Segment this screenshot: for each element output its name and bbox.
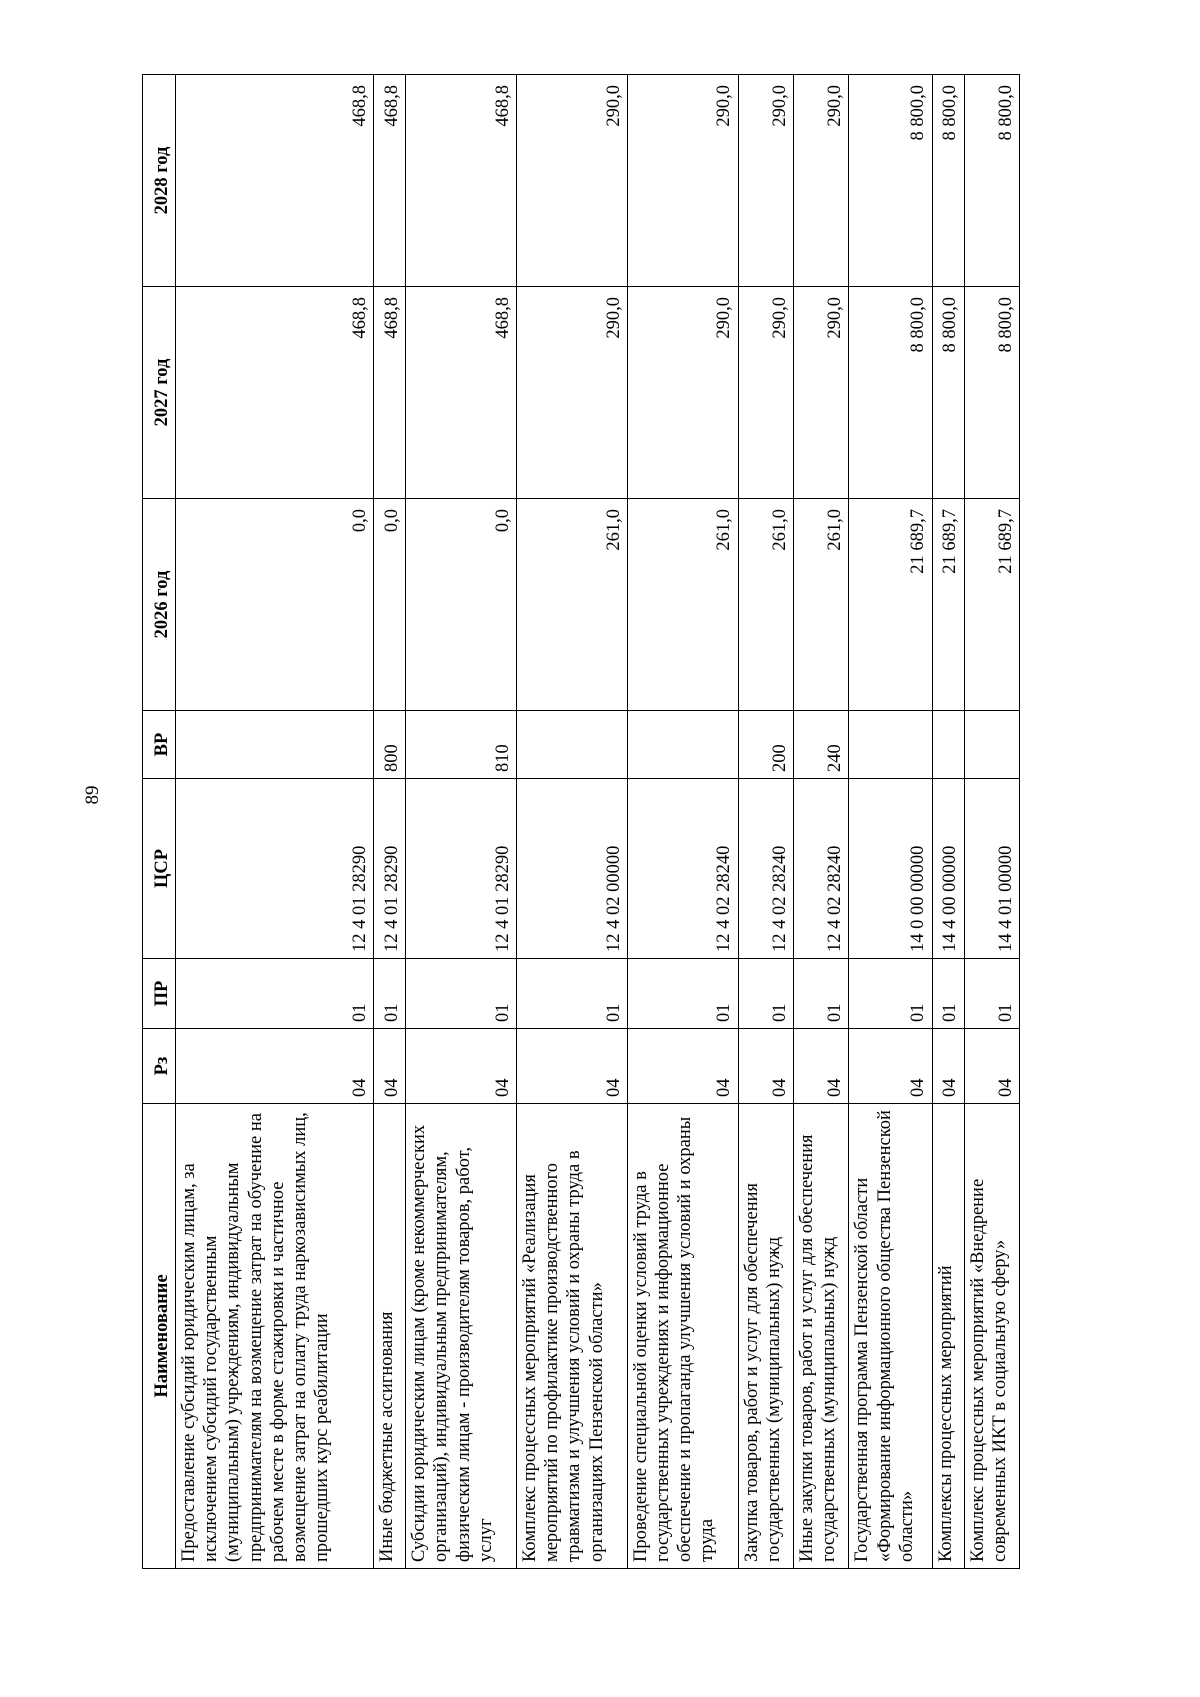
- row-2027: 290,0: [738, 287, 793, 499]
- table-row: [176, 75, 374, 1569]
- row-2026: 261,0: [517, 499, 628, 711]
- row-csr: 14 4 01 00000: [964, 779, 1019, 959]
- row-rz: 04: [406, 1029, 517, 1104]
- row-vr: [517, 711, 628, 779]
- header-rz: Рз: [143, 1029, 176, 1104]
- row-pr: 01: [406, 959, 517, 1029]
- row-2028: 468,8: [176, 75, 374, 287]
- row-vr: [627, 711, 738, 779]
- row-2027: 290,0: [627, 287, 738, 499]
- header-name: Наименование: [143, 1104, 176, 1569]
- row-name: Предоставление субсидий юридическим лицам, за исключением субсидий государственным (муниципальным) учреждениям, индивидуальным предпринимателям на возмещение затрат на обучение на рабочем месте в форме стажировки и частичное возмещение затрат на оплату труда наркозависимых лиц, прошедших курс реабилитации: [176, 1104, 374, 1569]
- row-pr: 01: [176, 959, 374, 1029]
- row-csr: 12 4 02 28240: [794, 779, 849, 959]
- row-2028: 468,8: [374, 75, 406, 287]
- page-number: 89: [82, 785, 103, 805]
- row-pr: 01: [517, 959, 628, 1029]
- row-2026: 0,0: [406, 499, 517, 711]
- row-name: Комплексы процессных мероприятий: [932, 1104, 964, 1569]
- row-csr: 12 4 01 28290: [176, 779, 374, 959]
- row-2028: 290,0: [517, 75, 628, 287]
- row-rz: 04: [627, 1029, 738, 1104]
- rotated-table-container: [142, 75, 1020, 1569]
- row-2028: 8 800,0: [932, 75, 964, 287]
- row-pr: 01: [849, 959, 932, 1029]
- row-name: Государственная программа Пензенской области «Формирование информационного общества Пензенской области»: [849, 1104, 932, 1569]
- row-pr: 01: [738, 959, 793, 1029]
- row-2026: 21 689,7: [964, 499, 1019, 711]
- row-csr: 12 4 02 28240: [627, 779, 738, 959]
- table-header-row: [143, 75, 176, 1569]
- header-csr: ЦСР: [143, 779, 176, 959]
- row-csr: 14 4 00 00000: [932, 779, 964, 959]
- row-2026: 261,0: [627, 499, 738, 711]
- row-pr: 01: [627, 959, 738, 1029]
- table-row: [374, 75, 406, 1569]
- row-2027: 290,0: [794, 287, 849, 499]
- row-2027: 8 800,0: [964, 287, 1019, 499]
- row-csr: 12 4 02 28240: [738, 779, 793, 959]
- row-2027: 8 800,0: [932, 287, 964, 499]
- row-vr: 810: [406, 711, 517, 779]
- row-pr: 01: [794, 959, 849, 1029]
- row-pr: 01: [964, 959, 1019, 1029]
- row-2028: 8 800,0: [964, 75, 1019, 287]
- header-2027: 2027 год: [143, 287, 176, 499]
- table-row: [517, 75, 628, 1569]
- row-2026: 0,0: [374, 499, 406, 711]
- row-name: Закупка товаров, работ и услуг для обеспечения государственных (муниципальных) нужд: [738, 1104, 793, 1569]
- row-rz: 04: [932, 1029, 964, 1104]
- row-rz: 04: [176, 1029, 374, 1104]
- row-csr: 12 4 02 00000: [517, 779, 628, 959]
- row-csr: 12 4 01 28290: [406, 779, 517, 959]
- row-2026: 0,0: [176, 499, 374, 711]
- row-2028: 290,0: [738, 75, 793, 287]
- row-rz: 04: [738, 1029, 793, 1104]
- table-row: [932, 75, 964, 1569]
- row-2028: 290,0: [627, 75, 738, 287]
- row-2027: 290,0: [517, 287, 628, 499]
- row-csr: 14 0 00 00000: [849, 779, 932, 959]
- row-rz: 04: [849, 1029, 932, 1104]
- row-2026: 21 689,7: [849, 499, 932, 711]
- row-vr: [176, 711, 374, 779]
- row-2026: 261,0: [794, 499, 849, 711]
- row-2027: 8 800,0: [849, 287, 932, 499]
- row-pr: 01: [932, 959, 964, 1029]
- row-name: Комплекс процессных мероприятий «Внедрение современных ИКТ в социальную сферу»: [964, 1104, 1019, 1569]
- row-pr: 01: [374, 959, 406, 1029]
- row-2027: 468,8: [374, 287, 406, 499]
- row-2028: 468,8: [406, 75, 517, 287]
- table-row: [406, 75, 517, 1569]
- row-rz: 04: [374, 1029, 406, 1104]
- row-name: Комплекс процессных мероприятий «Реализация мероприятий по профилактике производственного травматизма и улучшения условий и охраны труда в организациях Пензенской области»: [517, 1104, 628, 1569]
- row-name: Иные закупки товаров, работ и услуг для обеспечения государственных (муниципальных) нужд: [794, 1104, 849, 1569]
- header-vr: ВР: [143, 711, 176, 779]
- row-vr: 240: [794, 711, 849, 779]
- table-row: [849, 75, 932, 1569]
- row-name: Проведение специальной оценки условий труда в государственных учреждениях и информационное обеспечение и пропаганда улучшения условий и охраны труда: [627, 1104, 738, 1569]
- row-rz: 04: [964, 1029, 1019, 1104]
- header-2028: 2028 год: [143, 75, 176, 287]
- row-vr: [932, 711, 964, 779]
- row-2027: 468,8: [406, 287, 517, 499]
- row-2026: 261,0: [738, 499, 793, 711]
- table-row: [964, 75, 1019, 1569]
- row-2027: 468,8: [176, 287, 374, 499]
- row-name: Иные бюджетные ассигнования: [374, 1104, 406, 1569]
- row-2028: 290,0: [794, 75, 849, 287]
- row-rz: 04: [517, 1029, 628, 1104]
- row-2028: 8 800,0: [849, 75, 932, 287]
- table-row: [738, 75, 793, 1569]
- budget-table: [142, 74, 1020, 1569]
- row-vr: 800: [374, 711, 406, 779]
- table-row: [627, 75, 738, 1569]
- table-row: [794, 75, 849, 1569]
- row-name: Субсидии юридическим лицам (кроме некоммерческих организаций), индивидуальным предпринимателям, физическим лицам - производителям товаров, работ, услуг: [406, 1104, 517, 1569]
- row-2026: 21 689,7: [932, 499, 964, 711]
- row-csr: 12 4 01 28290: [374, 779, 406, 959]
- row-rz: 04: [794, 1029, 849, 1104]
- header-pr: ПР: [143, 959, 176, 1029]
- row-vr: [964, 711, 1019, 779]
- row-vr: [849, 711, 932, 779]
- header-2026: 2026 год: [143, 499, 176, 711]
- row-vr: 200: [738, 711, 793, 779]
